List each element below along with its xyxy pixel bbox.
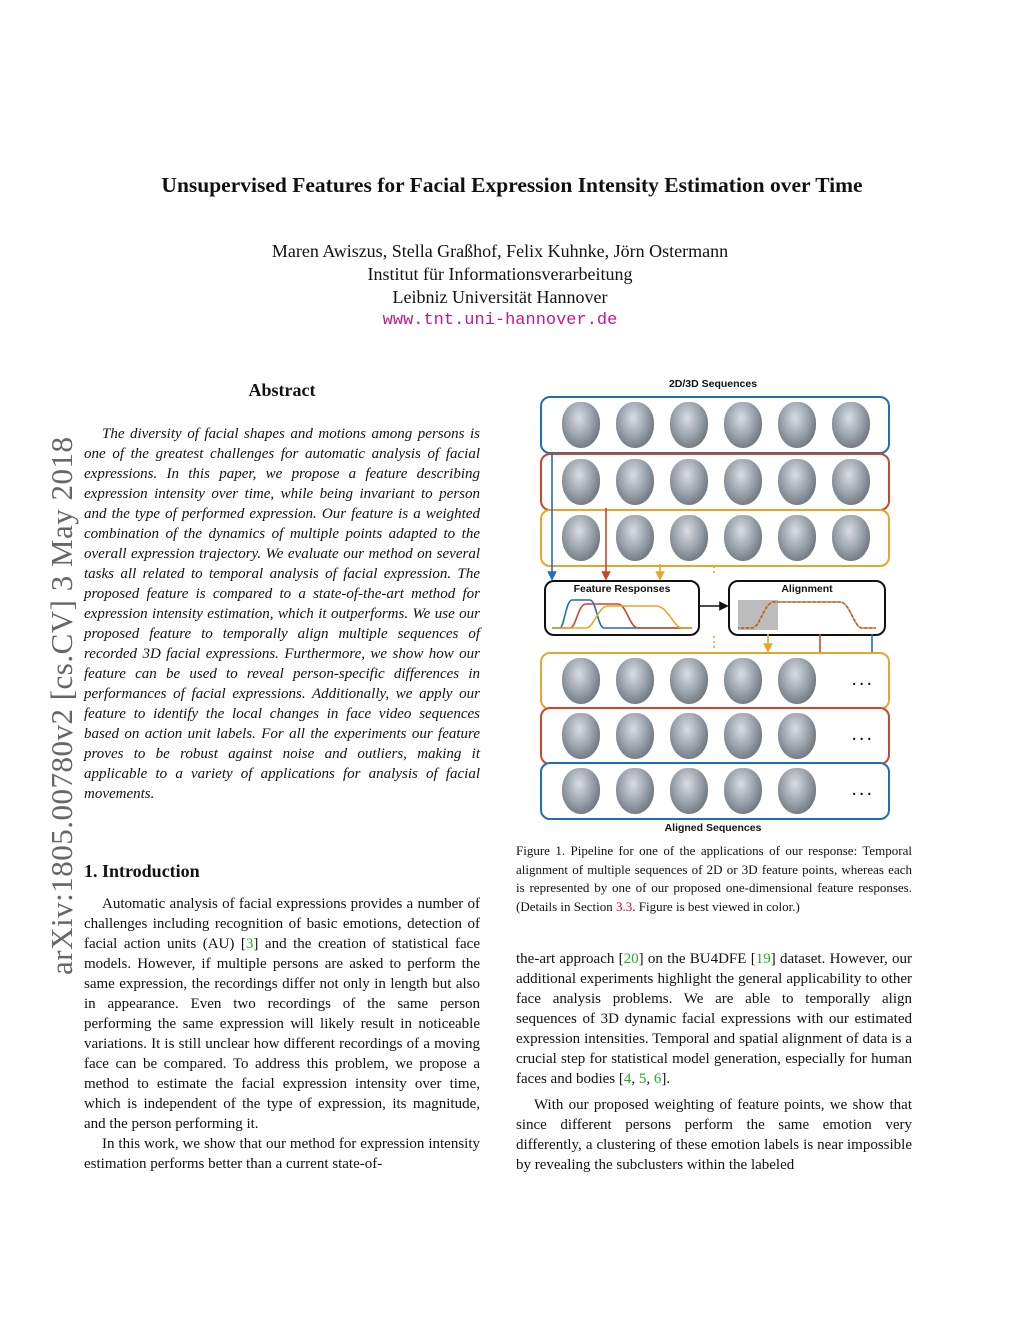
abstract-text: The diversity of facial shapes and motions among persons is one of the greatest challenges for automatic analysis of facial expressions. In this paper, we propose a feature describing expression intensity over time, while being invariant to person and the type of performed expression. Our feature is a weighted combination of the dynamics of multiple points adapted to the overall expression trajectory. We evaluate our method on several tasks all related to temporal analysis of facial expression. The proposed feature is compared to a state-of-the-art method for expression intensity estimation, which it outperforms. We use our proposed feature to temporally align multiple sequences of recorded 3D facial expressions. Furthermore, we show how our feature can be used to reveal person-specific differences in performances of facial expressions. Additionally, we apply our feature to identify the local changes in face video sequences based on action unit labels. For all the experiments our feature proves to be robust against noise and outliers, making it applicable to a variety of applications for analysis of facial movements.	[84, 426, 480, 802]
face-image	[778, 402, 816, 448]
face-image	[562, 768, 600, 814]
citation-link[interactable]: 3	[245, 936, 254, 952]
face-image	[616, 658, 654, 704]
abstract-heading: Abstract	[248, 380, 316, 400]
face-image	[562, 713, 600, 759]
face-image	[724, 768, 762, 814]
abstract-body	[84, 424, 480, 804]
figure-1	[532, 376, 894, 836]
ellipsis: ...	[851, 778, 874, 800]
right-paragraph-1	[516, 949, 912, 1089]
face-image	[832, 515, 870, 561]
author-block	[0, 240, 1000, 332]
intro-text: Automatic analysis of facial expressions provides a number of challenges including recognition of basic emotions, detection of facial action units (AU) [	[84, 896, 480, 952]
intro-paragraph-1	[84, 894, 480, 1134]
body-text: the-art approach [	[516, 951, 624, 967]
alignment-label: Alignment	[781, 583, 833, 595]
face-image	[724, 459, 762, 505]
face-image	[562, 515, 600, 561]
body-text: ].	[661, 1071, 671, 1087]
face-image	[616, 459, 654, 505]
face-image	[562, 658, 600, 704]
alignment-plot	[730, 594, 882, 632]
website-link[interactable]: www.tnt.uni-hannover.de	[382, 311, 618, 330]
citation-link[interactable]: 6	[653, 1071, 662, 1087]
face-image	[832, 402, 870, 448]
face-image	[778, 658, 816, 704]
body-text: ,	[631, 1071, 639, 1087]
face-image	[670, 768, 708, 814]
body-text: ,	[646, 1071, 654, 1087]
author-names: Maren Awiszus, Stella Graßhof, Felix Kuhnke, Jörn Ostermann	[271, 241, 729, 261]
face-image	[778, 515, 816, 561]
sequence-row-blue	[540, 396, 890, 454]
face-image	[778, 713, 816, 759]
intro-text: ] and the creation of statistical face models. However, if multiple persons are asked to perform the same expression, the recordings differ not only in length but also in appearance. Even two recordings of the same person performing the same expression will likely result in noticeable variations. It is still unclear how different recordings of a moving face can be compared. To address this problem, we propose a method to estimate the facial expression intensity over time, which is independent of the type of expression, its magnitude, and the person performing it.	[84, 936, 480, 1132]
face-image	[670, 402, 708, 448]
face-image	[562, 459, 600, 505]
intro-heading: 1. Introduction	[84, 861, 200, 881]
face-image	[670, 515, 708, 561]
face-image	[724, 713, 762, 759]
face-image	[562, 402, 600, 448]
right-paragraph-2: With our proposed weighting of feature points, we show that since different persons perform the same emotion very differently, a clustering of these emotion labels is near impossible by revealing the subclusters within the labeled	[516, 1097, 912, 1173]
citation-link[interactable]: 19	[755, 951, 771, 967]
sequence-row-yellow	[540, 509, 890, 567]
university: Leibniz Universität Hannover	[392, 287, 608, 307]
face-image	[616, 768, 654, 814]
section-ref-link[interactable]: 3.3	[616, 898, 633, 914]
sequence-row-red	[540, 453, 890, 511]
arxiv-sidebar	[22, 345, 79, 975]
alignment-box	[728, 580, 886, 636]
face-image	[724, 658, 762, 704]
aligned-row-yellow	[540, 652, 890, 710]
face-image	[832, 459, 870, 505]
body-text: ] dataset. However, our additional experiments highlight the general applicability to other face analysis problems. We are able to temporally align sequences of 3D dynamic facial expressions with our estimated expression intensities. Temporal and spatial alignment of data is a crucial step for statistical model generation, especially for human faces and bodies [	[516, 951, 912, 1087]
intro-body	[84, 894, 480, 1174]
face-image	[616, 515, 654, 561]
body-text: ] on the BU4DFE [	[638, 951, 756, 967]
face-image	[778, 459, 816, 505]
paper-title: Unsupervised Features for Facial Expression Intensity Estimation over Time	[161, 173, 863, 197]
right-column-body	[516, 949, 912, 1175]
aligned-row-red	[540, 707, 890, 765]
face-image	[670, 658, 708, 704]
citation-link[interactable]: 5	[638, 1071, 647, 1087]
institute: Institut für Informationsverarbeitung	[367, 264, 633, 284]
aligned-row-blue	[540, 762, 890, 820]
face-image	[616, 713, 654, 759]
face-image	[670, 459, 708, 505]
figure-caption	[516, 842, 912, 916]
figure-bottom-label: Aligned Sequences	[664, 822, 762, 834]
ellipsis: ...	[851, 668, 874, 690]
arxiv-identifier: arXiv:1805.00780v2 [cs.CV] 3 May 2018	[44, 436, 79, 975]
citation-link[interactable]: 4	[623, 1071, 632, 1087]
caption-text: . Figure is best viewed in color.)	[632, 898, 800, 914]
intro-paragraph-2: In this work, we show that our method for expression intensity estimation performs better than a current state-of-	[84, 1136, 480, 1172]
figure-top-label: 2D/3D Sequences	[668, 378, 758, 390]
face-image	[670, 713, 708, 759]
face-image	[724, 402, 762, 448]
feature-responses-plot	[546, 594, 696, 632]
feature-responses-label: Feature Responses	[573, 583, 671, 595]
face-image	[724, 515, 762, 561]
ellipsis: ...	[851, 723, 874, 745]
face-image	[778, 768, 816, 814]
feature-responses-box	[544, 580, 700, 636]
caption-text: Figure 1. Pipeline for one of the applications of our response: Temporal alignment of multiple sequences of 2D or 3D feature points, whereas each is represented by one of our proposed one-dimensional feature responses. (Details in Section	[516, 843, 912, 914]
citation-link[interactable]: 20	[623, 951, 639, 967]
face-image	[616, 402, 654, 448]
